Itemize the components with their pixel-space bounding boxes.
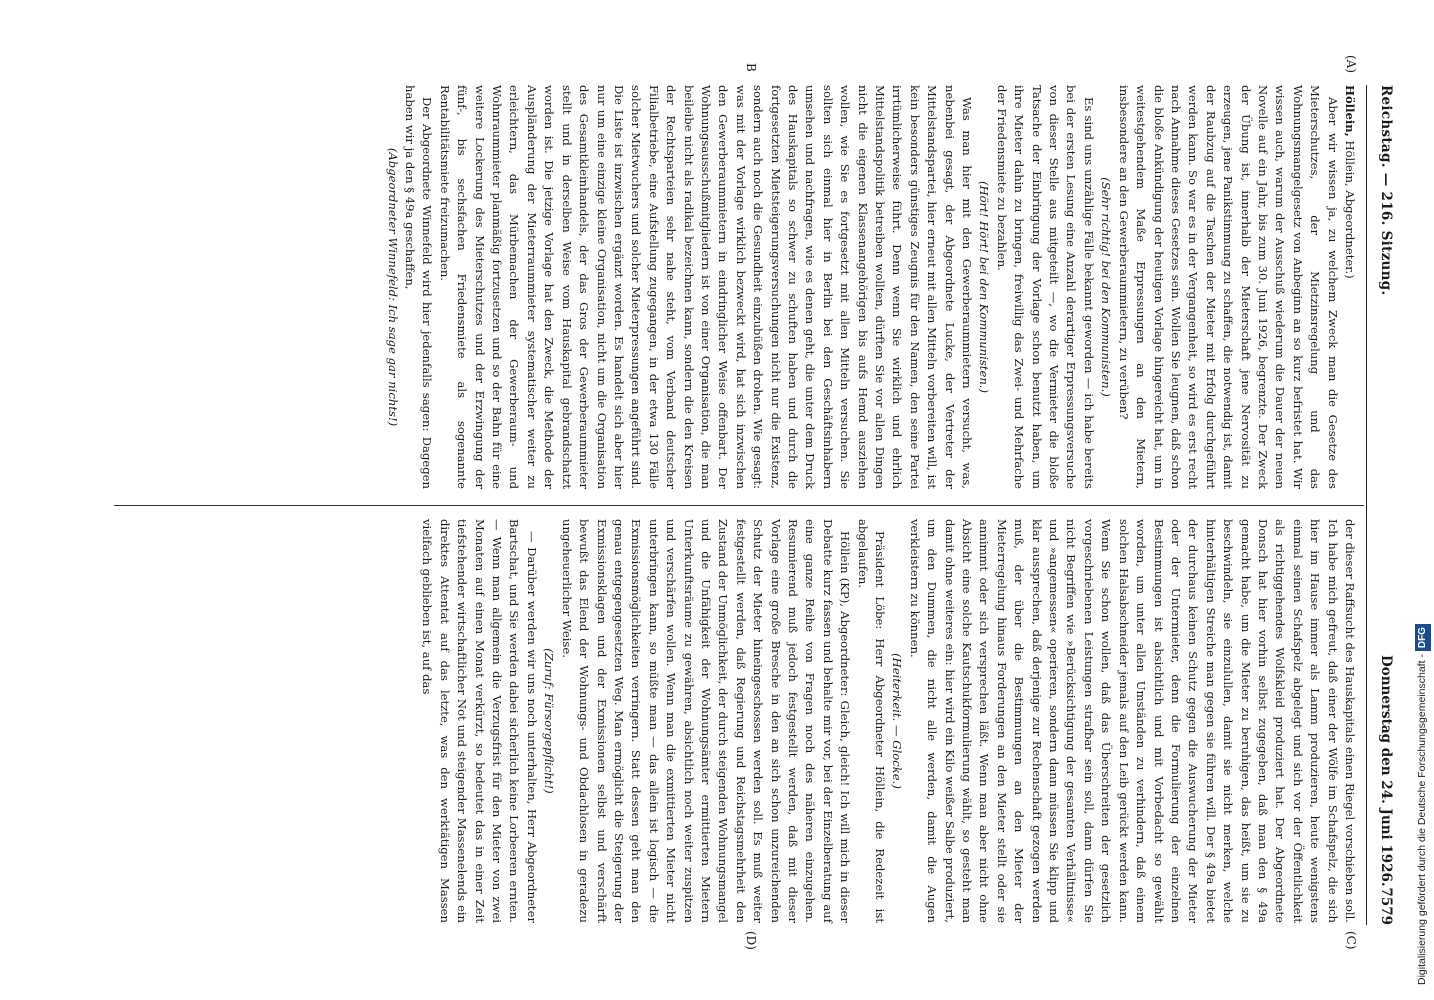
header-rule xyxy=(1366,85,1367,925)
left-para-0: Höllein, Abgeordneter.) xyxy=(1343,140,1357,279)
right-para-0: der dieser Raffsucht des Hauskapitals einen Riegel vorschieben soll. Ich habe mich gefreut, daß einer der Wölfe im Schafspelz, die sich hier im Hause immer als Lamm produzieren, heute wenigstens einmal seinen Schafspelz abgelegt und sich vor der Öffentlichkeit als richtiggehendes Wolfskleid produziert hat. Der Abgeordnete Donsch hat hier vorhin selbst zugegeben, daß man den § 49a gemacht habe, um die Mieter zu beruhigen, das heißt, um sie zu beschwindeln, sie einzulullen, damit sie nicht merken, welche hinterhältigen Streiche man gegen sie führen will. Der § 49a bietet der durchaus keinen Schutz gegen die Auswucherung der Mieter oder der Untermieter, denn die Formulierung der einzelnen Bestimmungen ist absichtlich und mit Vorbedacht so gewählt worden, um unter allen Umständen zu verhindern, daß einem solchen Halsabschneider jemals auf den Leib gerückt werden kann. Wenn Sie schon wollen, daß das Überschreiten der gesetzlich vorgeschriebenen Leistungen strafbar sein soll, dann dürfen Sie nicht Begriffen wie »Berücksichtigung der gesamten Verhältnisse« und »angemessen« operieren, sondern dann müssen Sie klipp und klar aussprechen, daß derjenige zur Rechenschaft gezogen werden muß, der über die Bestimmungen an den Mieter der Mieterregelung hinaus Forderungen an den Mieter stellt oder sie annimmt oder sich versprechen läßt. Wenn man aber nicht ohne Absicht eine solche Kautschukformulierung wählt, so gesteht man damit ohne weiteres ein: hier wird ein Kilo weißer Salbe produziert, um den Dummen, die nicht alle werden, damit die Augen verkleistern zu können. xyxy=(907,519,1357,923)
right-para-2: Präsident Löbe: Herr Abgeordneter Höllein, die Redezeit ist abgelaufen. xyxy=(855,519,888,923)
margin-marker-b: B xyxy=(744,63,758,72)
left-para-1: Aber wir wissen ja, zu welchem Zweck man die Gesetze des Mieterschutzes, der Mietzinsregelung und das Wohnungsmangelgesetz von Anbeginn an so kurz befristet hat. Wir wissen auch, warum der Ausschuß wiederum die Dauer der neuen Novelle auf ein Jahr, bis zum 30. Juni 1926, begrenzte. Der Zweck der Übung ist, innerhalb der Mieterschaft jene Nervosität zu erzeugen, jene Panikstimmung zu schaffen, die notwendig ist, damit der Raubzug auf die Taschen der Mieter mit Erfolg durchgeführt werden kann. So war es in der Vergangenheit, so wird es erst recht nach Annahme dieses Gesetzes sein. Wollen Sie leugnen, daß schon die bloße Ankündigung der heutigen Vorlage hingereicht hat, um in weitestgehendem Maße Erpressungen an den Mietern, insbesondere an den Gewerberaummietern, zu verüben? xyxy=(1116,85,1340,489)
right-para-3: Höllein (KP), Abgeordneter: Gleich, gleich! Ich will mich in dieser Debatte kurz fassen und behalte mir vor, bei der Einzelberatung auf eine ganze Reihe von Fragen noch des näheren einzugehen. Resumierend muß jedoch festgestellt werden, daß mit dieser Vorlage eine große Bresche in den an sich schon unzureichenden Schutz der Mieter hineingeschossen werden soll. Es muß weiter festgestellt werden, daß Regierung und Reichstagsmehrheit den Zustand der Unmöglichkeit, der durch steigenden Wohnungsmangel und die Unfähigkeit der Wohnungsämter ermittierten Mietern Unterkunftsräume zu gewähren, absichtlich noch weiter zuspitzen und verschärfen wollen. Wenn man die exmittierten Mieter nicht unterbringen kann, so müßte man — das allein ist logisch — die Exmissionsmöglichkeiten verringern. Statt dessen geht man den genau entgegengesetzten Weg. Man ermöglicht die Steigerung der Exmissionsklagen und der Exmissionen selbst und verschärft bewußt das Elend der Wohnungs- und Obdachlosen in geradezu ungeheuerlicher Weise. xyxy=(559,519,853,923)
left-para-6: Der Abgeordnete Winnefeld wird hier jedenfalls sagen: Dagegen haben wir ja den § 49a geschaffen, xyxy=(403,85,435,489)
right-column xyxy=(418,519,1358,923)
digitization-credit xyxy=(1414,10,1430,985)
left-para-3: Es sind uns unzählige Fälle bekannt geworden — ich habe bereits bei der ersten Lesung eine Anzahl derartiger Erpressungsversuche von dieser Stelle aus mitgeteilt —, wo die Vermieter die bloße Tatsache der Einbringung der Vorlage schon benutzt haben, um ihre Mieter dahin zu bringen, freiwillig das Zwei- und Mehrfache der Friedensmiete zu bezahlen. xyxy=(994,85,1096,489)
left-interjection-2: (Hört! Hört! bei den Kommunisten.) xyxy=(977,180,992,393)
left-interjection-3: (Abgeordneter Winnefeld: Ich sage gar nichts!) xyxy=(385,147,400,427)
page-header xyxy=(1368,85,1398,925)
left-interjection-1: (Sehr richtig! bei den Kommunisten.) xyxy=(1099,177,1114,397)
header-date: Donnerstag den 24. Juni 1926. xyxy=(1378,655,1394,887)
left-column xyxy=(383,85,1358,489)
dfg-logo: DFG xyxy=(1415,624,1431,651)
header-session: Reichstag. — 216. Sitzung. xyxy=(1378,85,1394,296)
credit-text: Digitalisierung gefördert durch die Deutsche Forschungsgemeinschaft - xyxy=(1416,654,1428,985)
right-para-5: — Darüber werden wir uns noch unterhalten, Herr Abgeordneter Bartschat, und Sie werden dabei sicherlich keine Lorbeeren ernten. — Wenn man allgemein die Verzugsfrist für den Mieter von zwei Monaten auf einen Monat verkürzt, so bedeutet das in einer Zeit tiefstehender wirtschaftlicher Not und steigender Massenelends ein direktes Attentat auf das letzte, was den werktätigen Massen vielfach geblieben ist, auf das xyxy=(420,519,539,923)
page-number: 7579 xyxy=(1378,887,1394,925)
left-para-5: Was man hier mit den Gewerberaummietern versucht, was, nebenbei gesagt, der Abgeordnete Lucke, der Vertreter der Mittelstandspartei, hier erneut mit allen Mitteln vorbereiten will, ist kein besonders günstiges Zeugnis für den Namen, den seine Partei irrtümlicherweise führt. Denn wenn Sie wirklich und ehrlich Mittelstandspolitik betreiben wollten, dürften Sie vor allen Dingen nicht die eigenen Klassenangehörigen bis aufs Hemd ausziehen wollen, wie Sie es fortgesetzt mit allen Mitteln versuchen. Sie sollten sich einmal hier in Berlin bei den Geschäftsinhabern umsehen und nachfragen, wie es denen geht, die unter dem Druck des Hauskapitals so schwer zu schuften haben und durch die fortgesetzten Mietsteigerungsversuchungen nicht nur die Existenz, sondern auch noch die Gesundheit einzubüßen drohen. Wie gesagt: was mit der Vorlage wirklich bezweckt wird, hat sich inzwischen den Gewerberaummietern in eindringlicher Weise offenbart. Der Wohnungsausschußmitgliedern ist von einer Organisation, die man beileibe nicht als radikal bezeichnen kann, sondern die den Kreisen der Rechtsparteien sehr nahe steht, vom Verband deutscher Filialbetriebe, eine Aufstellung zugegangen, in der etwa 130 Fälle solcher Mietwuchers und solcher Mieterpressungen angeführt sind. Die Liste ist inzwischen ergänzt worden. Es handelt sich aber hier nur um eine einzige kleine Organisation, nicht um die Organisation des Gesamtkleinhandels, der das Gros der Gewerberaummieter stellt und in derselben Weise vom Hauskapital gebrandschatzt worden ist. Die jetzige Vorlage hat den Zweck, die Methode der Auspländerung der Mieterraummieter systematischer weiter zu erleichtern, das Mürbemachen der Gewerberaum- und Wohnraummieter planmäßig fortzusetzen und so der Bahn für eine weitere Lockerung des Mieterschutzes und der Erzwingung der fünf-, bis sechsfachen Friedensmiete als sogenannte Rentabilitätsmiete freizumachen. xyxy=(437,85,975,489)
margin-marker-a: (A) xyxy=(1344,55,1358,74)
right-interjection-2: (Zuruf: Fürsorgepflicht!) xyxy=(542,648,557,794)
margin-marker-c: (C) xyxy=(1344,931,1358,950)
right-interjection-1: (Heiterkeit. — Glocke.) xyxy=(890,653,905,789)
margin-marker-d: (D) xyxy=(744,931,758,950)
column-divider xyxy=(114,505,1364,506)
speaker-name: Höllein, xyxy=(1343,85,1357,137)
rotated-page xyxy=(108,55,1398,950)
